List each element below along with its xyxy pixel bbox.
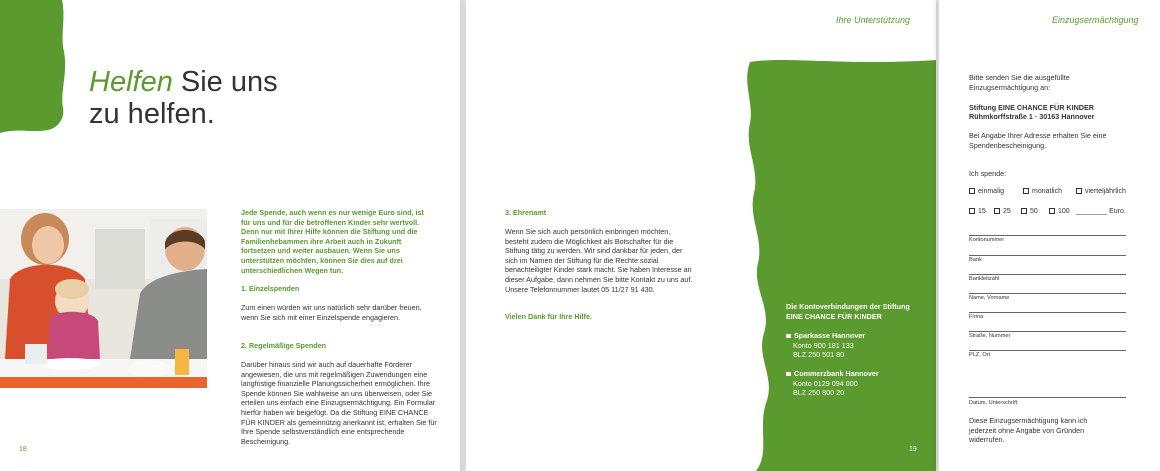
field-label-bank: Bank <box>969 257 982 263</box>
checkbox-amount-50[interactable] <box>1021 208 1038 215</box>
intro-text: Jede Spende, auch wenn es nur wenige Euro sind, ist für uns und für die betroffenen Kinder sehr wertvoll. Denn nur mit Ihrer Hilfe können die Stiftung und die Familienhebammen ihre Arbeit auch in Zukunft fortsetzen und weiter ausbauen. Wenn Sie uns unterstützen möchten, können Sie dies auf drei unterschiedlichen Wegen tun. <box>241 208 424 275</box>
left-page <box>0 0 460 471</box>
checkbox-amount-15[interactable] <box>969 208 986 215</box>
page-number-right: 19 <box>909 446 917 453</box>
section2-body: Darüber hinaus sind wir auch auf dauerhafte Förderer angewiesen, die uns mit regelmäßigen Zuwendungen eine langfristige finanzielle Planungssicherheit ermöglichen. Ihre Spende können Sie wahlweise an uns überweisen, oder Sie erteilen uns einfach eine Einzugsermächtigung. Ein Formular hierfür haben wir beigefügt. Da die Stiftung EINE CHANCE FÜR KINDER als gemeinnützig anerkannt ist, erhalten Sie für Ihre Spende selbstverständlich eine entsprechende Bescheinigung. <box>241 360 437 446</box>
bank-heading-1: Die Kontoverbindungen der Stiftung <box>786 302 910 311</box>
green-corner-shape <box>0 0 70 135</box>
thanks-text: Vielen Dank für Ihre Hilfe. <box>505 312 592 321</box>
signature-line[interactable] <box>969 397 1126 398</box>
field-label-firma: Firma <box>969 314 984 320</box>
field-line[interactable] <box>969 235 1126 236</box>
checkbox-vierteljaehrlich[interactable] <box>1076 188 1126 195</box>
bank2-konto: Konto 0129 094 000 <box>793 379 858 388</box>
field-line[interactable] <box>969 312 1126 313</box>
checkbox-label: vierteljährlich <box>1085 188 1126 195</box>
field-label-name: Name, Vorname <box>969 295 1010 301</box>
form-intro: Bitte senden Sie die ausgefüllte Einzugsermächtigung an: <box>969 73 1070 92</box>
section1-body: Zum einen würden wir uns natürlich sehr darüber freuen, wenn Sie sich mit einer Einzelspende engagieren. <box>241 303 422 322</box>
heading-line2: zu helfen. <box>89 98 215 130</box>
form-footer: Diese Einzugsermächtigung kann ich jederzeit ohne Angabe von Gründen widerrufen. <box>969 416 1088 445</box>
heading-line1: Sie uns <box>172 66 278 98</box>
checkbox-icon[interactable] <box>994 208 1000 214</box>
bank1-konto: Konto 900 181 133 <box>793 341 854 350</box>
amount-other-field[interactable]: ________ Euro. <box>1076 208 1126 215</box>
checkbox-amount-25[interactable] <box>994 208 1011 215</box>
checkbox-label: einmalig <box>978 188 1005 195</box>
field-line[interactable] <box>969 350 1126 351</box>
spende-label: Ich spende: <box>969 169 1007 178</box>
field-label-signature: Datum, Unterschrift <box>969 400 1018 406</box>
running-head-support: Ihre Unterstützung <box>836 15 911 25</box>
bullet-icon <box>786 334 791 338</box>
bank2-blz: BLZ 250 800 20 <box>793 388 845 397</box>
page-heading <box>89 66 278 130</box>
page-number-left: 18 <box>19 446 27 453</box>
checkbox-label: monatlich <box>1032 188 1062 195</box>
section1-title: 1. Einzelspenden <box>241 284 300 293</box>
field-line[interactable] <box>969 274 1126 275</box>
bank-heading-2: EINE CHANCE FÜR KINDER <box>786 312 882 321</box>
checkbox-label: 50 <box>1030 208 1038 215</box>
checkbox-label: 25 <box>1003 208 1011 215</box>
checkbox-amount-100[interactable] <box>1049 208 1070 215</box>
section2-title: 2. Regelmäßige Spenden <box>241 341 327 350</box>
form-address-line2: Rühmkorffstraße 1 · 30163 Hannover <box>969 112 1095 121</box>
checkbox-label: 100 <box>1058 208 1070 215</box>
checkbox-icon[interactable] <box>1021 208 1027 214</box>
green-side-shape <box>736 58 936 471</box>
checkbox-icon[interactable] <box>969 188 975 194</box>
form-note: Bei Angabe Ihrer Adresse erhalten Sie eine Spendenbescheinigung. <box>969 131 1107 150</box>
form-address-line1: Stiftung EINE CHANCE FÜR KINDER <box>969 103 1094 112</box>
bank1-name <box>786 331 865 341</box>
checkbox-monatlich[interactable] <box>1023 188 1062 195</box>
family-photo <box>0 209 207 388</box>
heading-emphasis: Helfen <box>89 66 173 98</box>
bank2-name <box>786 369 879 379</box>
field-label-strasse: Straße, Nummer <box>969 333 1011 339</box>
checkbox-icon[interactable] <box>1076 188 1082 194</box>
checkbox-einmalig[interactable] <box>969 188 1004 195</box>
section3-title: 3. Ehrenamt <box>505 208 547 217</box>
bank1-name-text: Sparkasse Hannover <box>794 331 866 340</box>
checkbox-icon[interactable] <box>969 208 975 214</box>
field-label-plz-ort: PLZ, Ort <box>969 352 991 358</box>
field-line[interactable] <box>969 331 1126 332</box>
field-label-bankleitzahl: Bankleitzahl <box>969 276 1000 282</box>
field-line[interactable] <box>969 293 1126 294</box>
section3-body: Wenn Sie sich auch persönlich einbringen möchten, besteht zudem die Möglichkeit als Botschafter für die Stiftung tätig zu werden. Wir sind dankbar für jeden, der sich im Namen der Stiftung für die Rechte sozial benachteiligter Kinder stark macht. Sie haben Interesse an dieser Aufgabe, dann nehmen Sie bitte Kontakt zu uns auf. Unsere Telefonnummer lautet 05 11/27 91 430. <box>505 227 693 294</box>
bank1-blz: BLZ 250 501 80 <box>793 350 845 359</box>
checkbox-icon[interactable] <box>1023 188 1029 194</box>
running-head-form: Einzugsermächtigung <box>1052 15 1139 25</box>
field-line[interactable] <box>969 255 1126 256</box>
checkbox-label: 15 <box>978 208 986 215</box>
right-page <box>466 0 936 471</box>
bank2-name-text: Commerzbank Hannover <box>794 369 879 378</box>
field-label-kontonummer: Kontonummer <box>969 237 1005 243</box>
checkbox-icon[interactable] <box>1049 208 1055 214</box>
bullet-icon <box>786 372 791 376</box>
